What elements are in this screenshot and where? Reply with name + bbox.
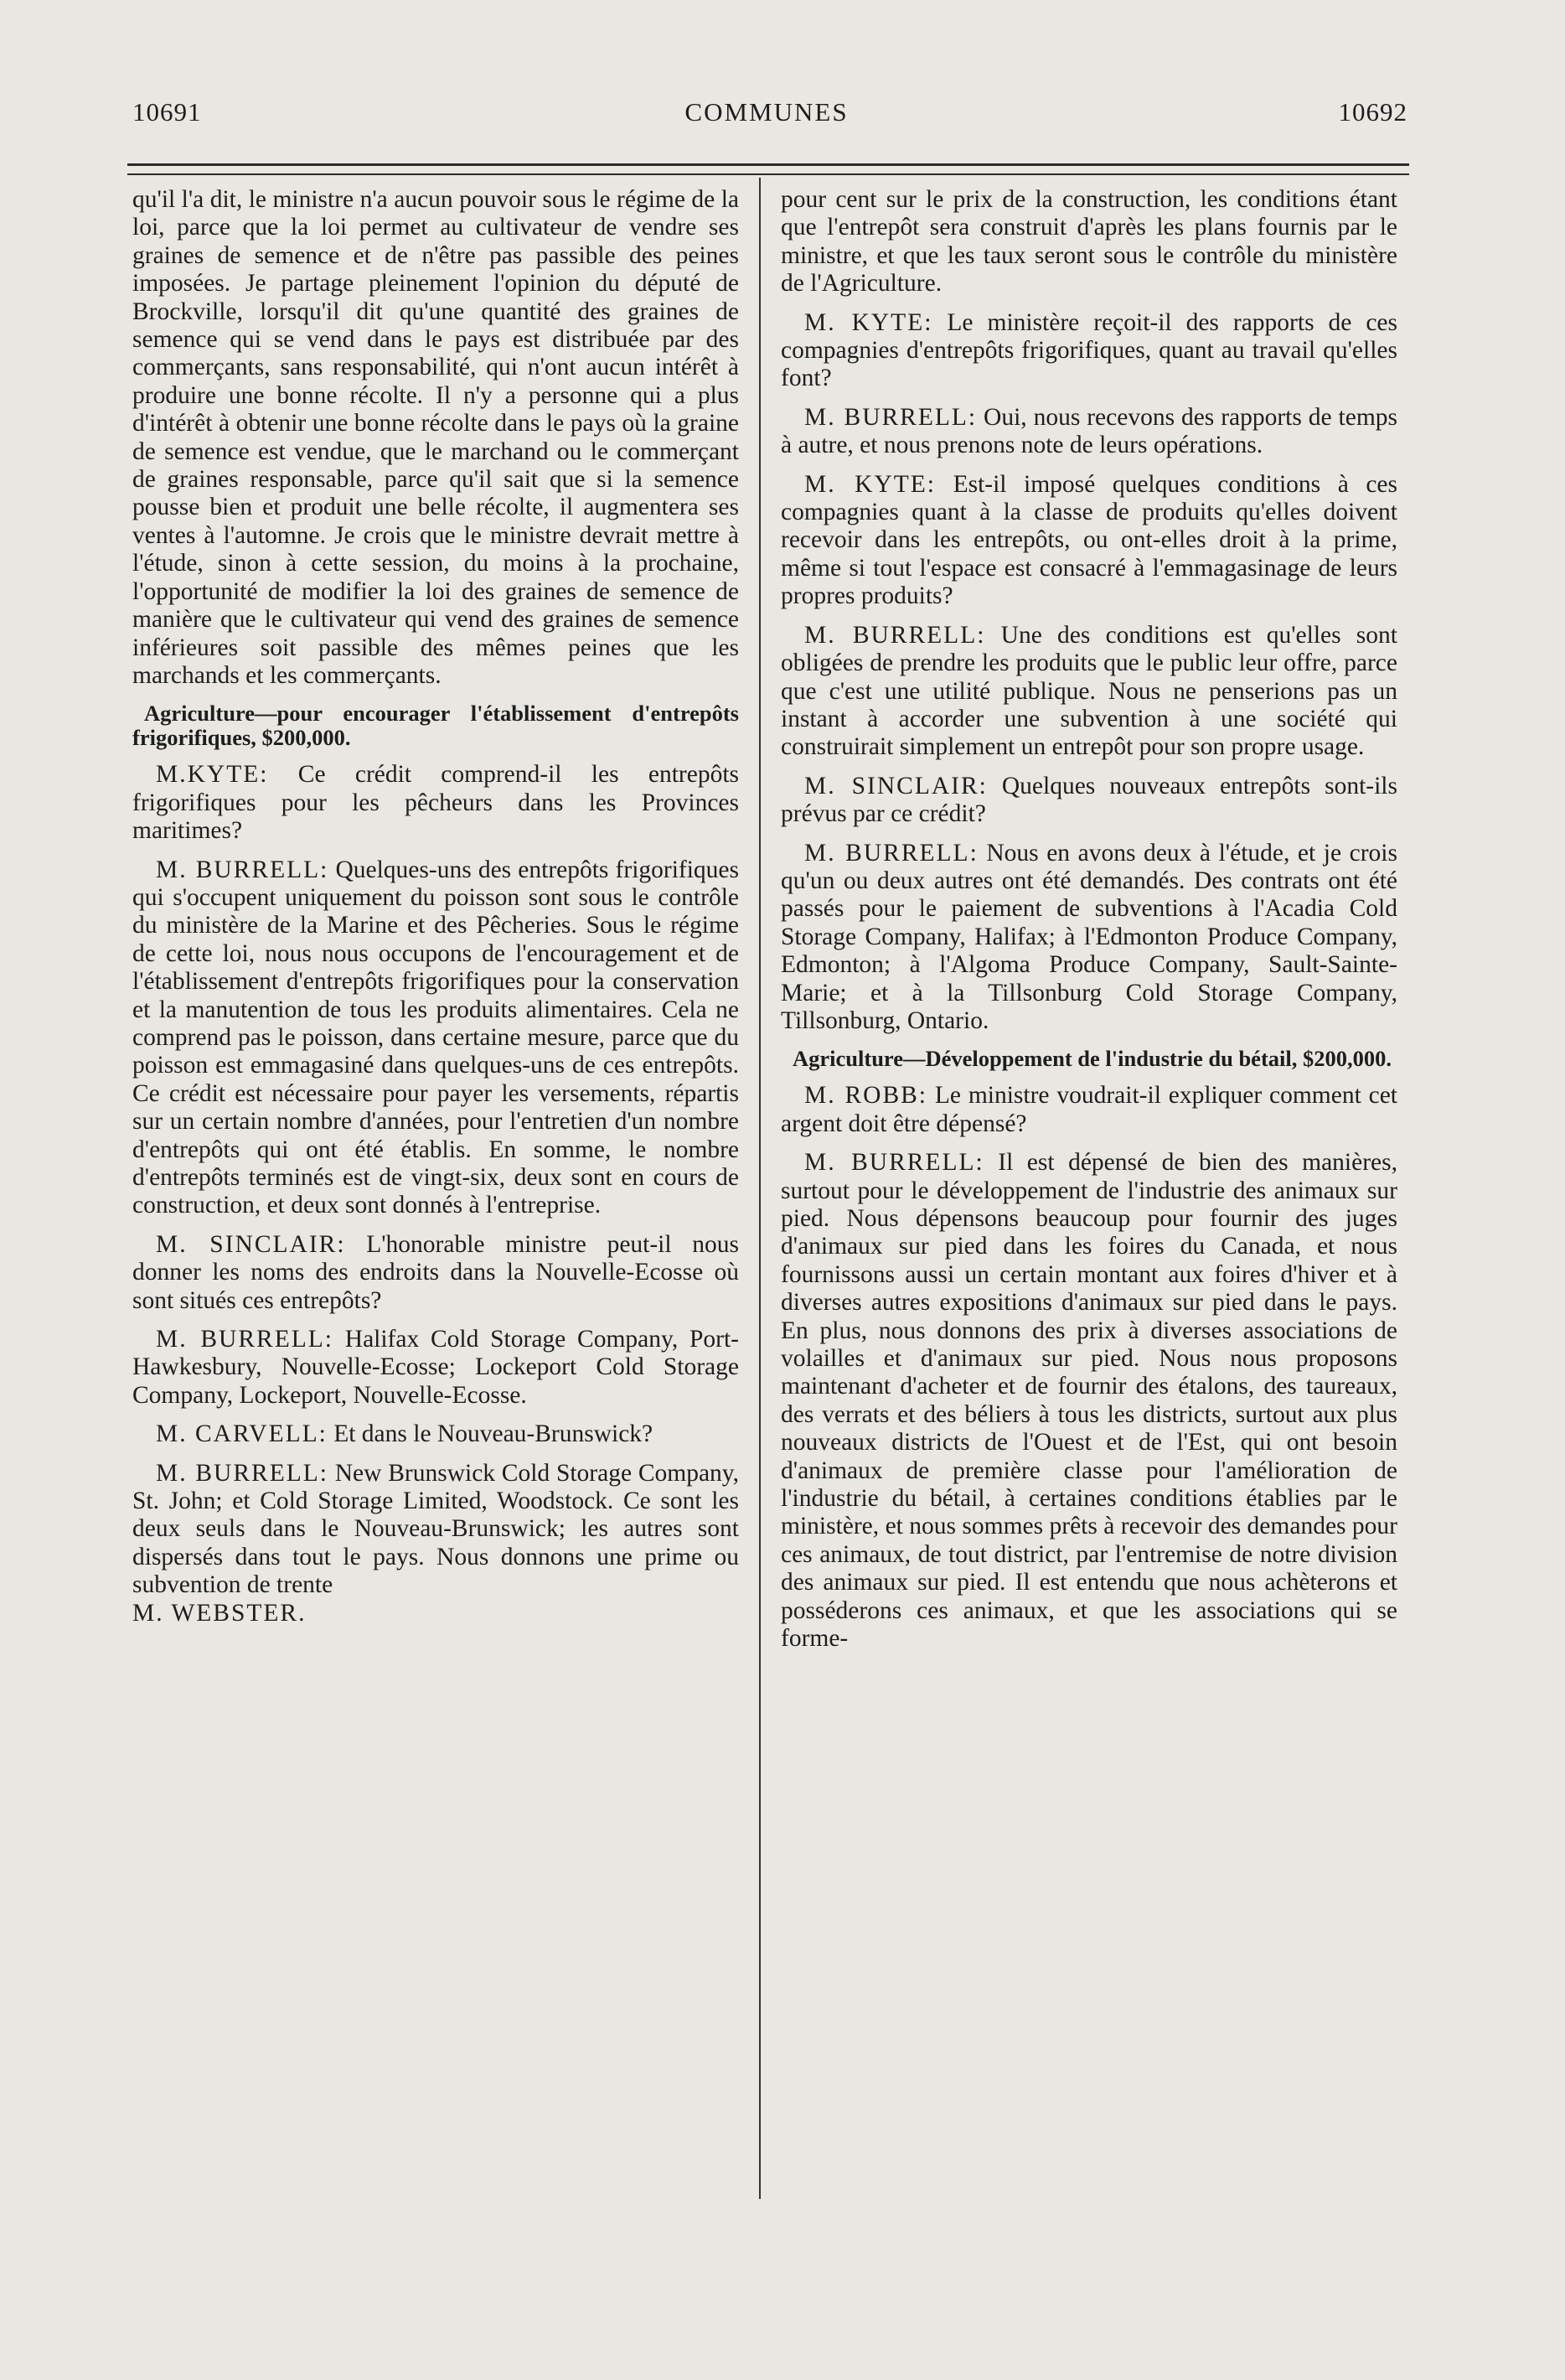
column-divider xyxy=(759,178,761,2199)
speaker-name: M. BURRELL: xyxy=(156,1459,328,1487)
speech-text: Le ministre voudrait-il expliquer comment cet argent doit être dépensé? xyxy=(781,1082,1398,1137)
speech-text: Oui, nous recevons des rapports de temps à autre, et nous prenons note de leurs opérations. xyxy=(781,403,1397,459)
speech-text: Il est dépensé de bien des manières, surtout pour le développement de l'industrie des animaux sur pied. Nous dépensons beaucoup pour fournir des juges d'animaux sur pied dans les foires du Canada, et nous fournissons aussi un certain montant aux foires d'hiver et à diverses autres expositions d'animaux sur pied dans le pays. En plus, nous donnons des prix à diverses associations de volailles et d'animaux sur pied. Nous nous proposons maintenant d'acheter et de fournir des étalons, des taureaux, des verrats et des béliers à tous les districts, surtout aux plus nouveaux districts de l'Ouest et de l'Est, qui ont besoin d'animaux de première classe pour l'amélioration de l'industrie du bétail, à certaines conditions établies par le ministère, et nous sommes prêts à recevoir des demandes pour ces animaux, de tout district, par l'entremise de notre division des animaux sur pied. Il est entendu que nous achèterons et posséderons ces animaux, et que les associations qui se forme- xyxy=(781,1149,1397,1653)
speech-paragraph xyxy=(781,471,1397,611)
speaker-name: M. KYTE: xyxy=(804,470,937,498)
speech-text: Est-il imposé quelques conditions à ces compagnies quant à la classe de produits qu'elles doivent recevoir dans les entrepôts, ou ont-elles droit à la prime, même si tout l'espace est consacré à l'emmagasinage de leurs propres produits? xyxy=(781,470,1398,610)
speech-paragraph xyxy=(781,622,1397,762)
running-title: COMMUNES xyxy=(684,97,849,127)
speech-paragraph xyxy=(132,856,739,1220)
speech-paragraph xyxy=(781,1082,1397,1138)
header-rule-thick xyxy=(127,163,1409,166)
right-column xyxy=(781,186,1397,1653)
speaker-name: M. BURRELL: xyxy=(804,403,978,431)
speech-text: Ce crédit comprend-il les entrepôts frigorifiques pour les pêcheurs dans les Provinces maritimes? xyxy=(132,761,740,845)
speaker-name: M. BURRELL: xyxy=(804,839,979,867)
speech-paragraph xyxy=(132,1420,739,1448)
speech-text: Quelques-uns des entrepôts frigorifiques qui s'occupent uniquement du poisson sont sous le contrôle du ministère de la Marine et des Pêcheries. Sous le régime de cette loi, nous nous occupons de l'encouragement et de l'établissement d'entrepôts frigorifiques pour la conservation et la manutention de tous les produits alimentaires. Cela ne comprend pas le poisson, dans certaine mesure, parce que du poisson est emmagasiné dans quelques-uns de ces entrepôts. Ce crédit est nécessaire pour payer les versements, répartis sur un certain nombre d'années, pour l'entretien d'un nombre d'entrepôts qui ont été établis. En somme, le nombre d'entrepôts terminés est de vingt-six, deux sont en cours de construction, et deux sont donnés à l'entreprise. xyxy=(132,856,739,1219)
left-column xyxy=(132,186,739,1627)
budget-item-heading: Agriculture—Développement de l'industrie du bétail, $200,000. xyxy=(793,1046,1392,1072)
header-rule-thin xyxy=(127,173,1409,175)
speech-paragraph xyxy=(781,840,1397,1036)
budget-item-heading: Agriculture—pour encourager l'établissement d'entrepôts frigorifiques, $200,000. xyxy=(132,701,739,751)
speaker-name: M.KYTE: xyxy=(156,761,269,789)
speaker-name: M. BURRELL: xyxy=(804,621,986,649)
speaker-name: M. BURRELL: xyxy=(156,856,329,883)
speaker-name: M. BURRELL: xyxy=(804,1149,984,1177)
speech-text: Et dans le Nouveau-Brunswick? xyxy=(333,1420,653,1448)
speech-text: Une des conditions est qu'elles sont obligées de prendre les produits que le public leur offre, parce que c'est une utilité publique. Nous ne penserions pas un instant à accorder une subvention à une société qui construirait simplement un entrepôt pour son propre usage. xyxy=(781,621,1397,761)
speech-paragraph xyxy=(132,1326,739,1410)
page-number-left: 10691 xyxy=(132,97,202,127)
speaker-name: M. ROBB: xyxy=(804,1082,927,1110)
page-header xyxy=(126,94,1407,131)
paragraph: pour cent sur le prix de la construction, les conditions étant que l'entrepôt sera construit d'après les plans fournis par le ministre, et que les taux seront sous le contrôle du ministère de l'Agriculture. xyxy=(781,186,1397,298)
page-number-right: 10692 xyxy=(1338,97,1407,127)
speaker-name: M. SINCLAIR: xyxy=(804,772,988,799)
speech-paragraph xyxy=(781,1149,1397,1653)
speaker-name: M. CARVELL: xyxy=(156,1420,328,1448)
paragraph: qu'il l'a dit, le ministre n'a aucun pouvoir sous le régime de la loi, parce que la loi permet au cultivateur de vendre ses graines de semence et de n'être pas passible des peines imposées. Je partage pleinement l'opinion du député de Brockville, lorsqu'il dit qu'une quantité des graines de semence qui se vend dans le pays est distribuée par des commerçants, sans responsabilité, qui n'ont aucun intérêt à produire une bonne récolte. Il n'y a personne qui a plus d'intérêt à obtenir une bonne récolte dans le pays où la graine de semence est vendue, que le marchand ou le commerçant de graines responsable, parce qu'il sait que si la semence pousse bien et produit une belle récolte, il augmentera ses ventes à l'automne. Je crois que le ministre devrait mettre à l'étude, sinon à cette session, du moins à la prochaine, l'opportunité de modifier la loi des graines de semence de manière que le cultivateur qui vend des graines de semence inférieures soit passible des mêmes peines que les marchands et les commerçants. xyxy=(132,186,739,689)
speech-text: L'honorable ministre peut-il nous donner les noms des endroits dans la Nouvelle-Ecosse où sont situés ces entrepôts? xyxy=(132,1230,739,1314)
speech-paragraph xyxy=(781,404,1397,460)
speech-text: New Brunswick Cold Storage Company, St. John; et Cold Storage Limited, Woodstock. Ce sont les deux seuls dans le Nouveau-Brunswick; les autres sont dispersés dans tout le pays. Nous donnons une prime ou subvention de trente xyxy=(132,1459,740,1599)
speech-text: Nous en avons deux à l'étude, et je crois qu'un ou deux autres ont été demandés. Des contrats ont été passés pour le paiement de subventions à l'Acadia Cold Storage Company, Halifax; à l'Edmonton Produce Company, Edmonton; à l'Algoma Produce Company, Sault-Sainte-Marie; et à la Tillsonburg Cold Storage Company, Tillsonburg, Ontario. xyxy=(781,839,1397,1034)
speaker-name: M. KYTE: xyxy=(804,308,933,336)
speaker-name: M. BURRELL: xyxy=(156,1326,333,1353)
speech-paragraph xyxy=(781,773,1397,829)
speech-paragraph xyxy=(132,761,739,845)
speech-text: Halifax Cold Storage Company, Port-Hawkesbury, Nouvelle-Ecosse; Lockeport Cold Storage Company, Lockeport, Nouvelle-Ecosse. xyxy=(132,1326,739,1409)
speaker-name: M. SINCLAIR: xyxy=(156,1230,346,1258)
speech-paragraph xyxy=(781,309,1397,393)
speech-paragraph xyxy=(132,1460,739,1600)
catchword: M. WEBSTER. xyxy=(132,1599,307,1627)
speech-text: Le ministère reçoit-il des rapports de ces compagnies d'entrepôts frigorifiques, quant au travail qu'elles font? xyxy=(781,308,1398,392)
speech-paragraph xyxy=(132,1231,739,1315)
speech-text: Quelques nouveaux entrepôts sont-ils prévus par ce crédit? xyxy=(781,772,1397,828)
